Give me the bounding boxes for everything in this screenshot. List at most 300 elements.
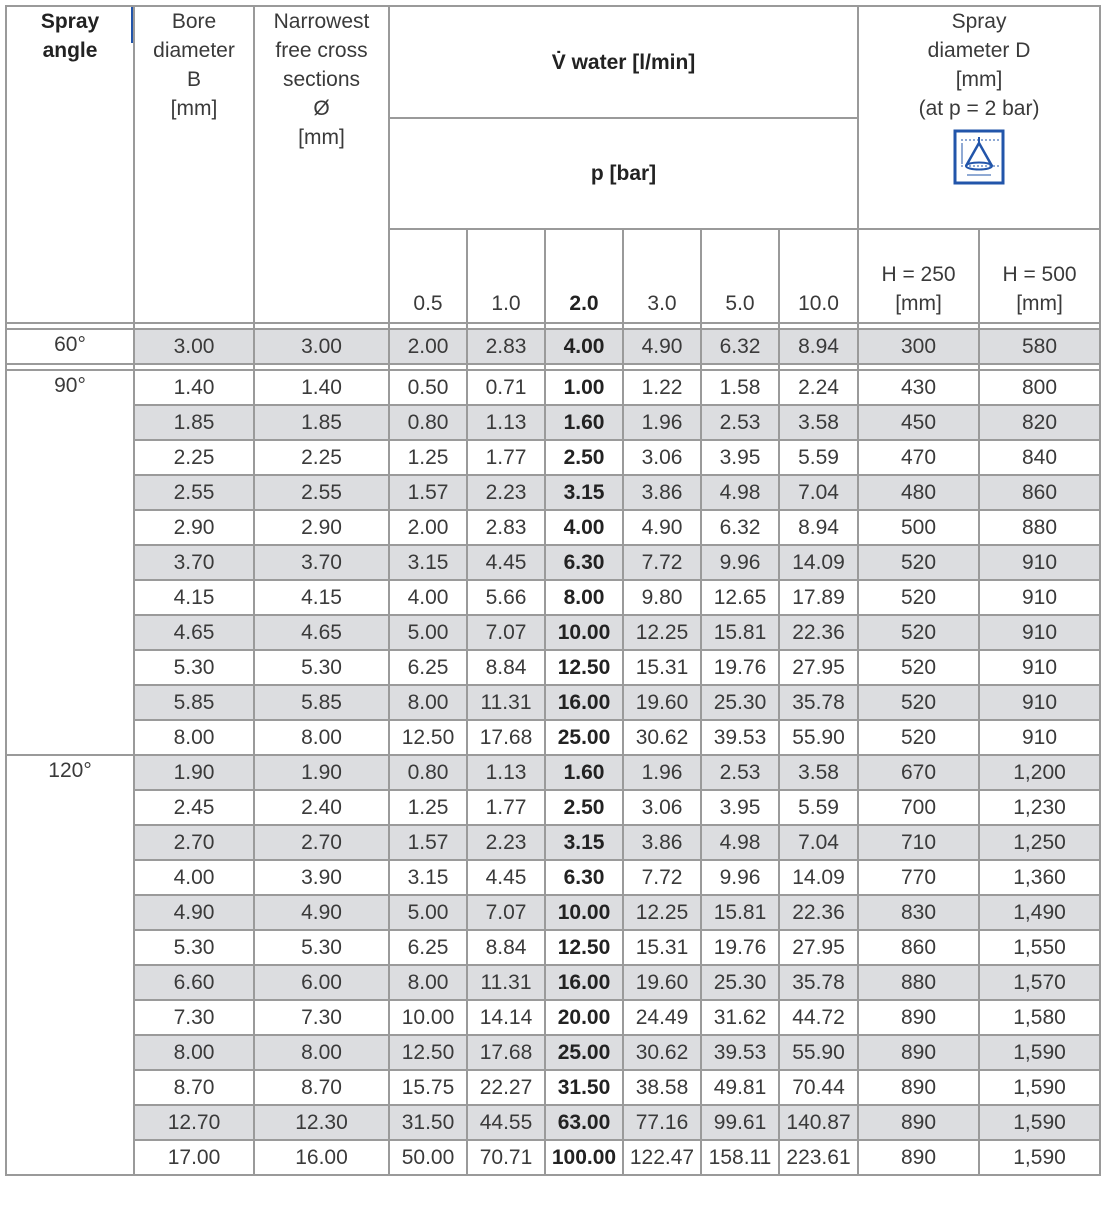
table-cell: 17.00 [134,1140,254,1175]
table-cell: 4.00 [545,510,623,545]
table-cell: 480 [858,475,979,510]
table-cell: 2.50 [545,790,623,825]
table-cell: 520 [858,545,979,580]
table-cell: 14.09 [779,545,858,580]
table-cell: 4.98 [701,825,779,860]
table-cell: 20.00 [545,1000,623,1035]
spray-cone-diagram-icon [953,129,1005,193]
table-cell: 70.44 [779,1070,858,1105]
table-cell: 10.00 [545,895,623,930]
header-line: Ø [313,97,330,120]
table-row [6,580,1100,615]
table-cell: 1,550 [979,930,1100,965]
table-cell: 55.90 [779,1035,858,1070]
pressure-2.0: 2.0 [545,229,623,323]
header-line: (at p = 2 bar) [918,97,1040,120]
header-spray-angle [6,6,134,323]
table-row [6,1105,1100,1140]
header-line: [mm] [298,126,345,149]
table-cell: 8.84 [467,650,545,685]
table-cell: 770 [858,860,979,895]
table-body [6,323,1100,1175]
header-spray-angle-line: Spray [40,10,100,33]
table-cell: 5.30 [254,930,389,965]
header-spray-angle-line: angle [42,39,98,62]
table-cell: 5.85 [134,685,254,720]
table-cell: 5.66 [467,580,545,615]
table-cell: 5.30 [134,650,254,685]
table-cell: 17.68 [467,1035,545,1070]
table-cell: 5.59 [779,790,858,825]
table-cell: 880 [979,510,1100,545]
header-spray-diameter [858,6,1100,229]
table-cell: 2.24 [779,370,858,405]
table-cell: 860 [858,930,979,965]
table-cell: 1,360 [979,860,1100,895]
table-cell: 12.25 [623,895,701,930]
table-cell: 1.25 [389,440,467,475]
table-cell: 5.00 [389,895,467,930]
table-cell: 39.53 [701,720,779,755]
header-h250 [858,229,979,323]
table-cell: 11.31 [467,685,545,720]
table-row [6,329,1100,364]
table-cell: 25.30 [701,965,779,1000]
table-cell: 2.55 [254,475,389,510]
table-cell: 4.65 [134,615,254,650]
table-cell: 3.06 [623,790,701,825]
table-cell: 30.62 [623,720,701,755]
table-row [6,615,1100,650]
table-cell: 1.13 [467,755,545,790]
table-cell: 1.96 [623,755,701,790]
table-row [6,405,1100,440]
table-row [6,825,1100,860]
table-cell: 6.32 [701,510,779,545]
table-cell: 500 [858,510,979,545]
table-cell: 16.00 [254,1140,389,1175]
table-cell: 7.72 [623,860,701,895]
table-cell: 6.60 [134,965,254,1000]
pressure-10.0: 10.0 [779,229,858,323]
table-cell: 31.62 [701,1000,779,1035]
table-cell: 7.04 [779,825,858,860]
table-cell: 3.15 [545,475,623,510]
table-cell: 1.22 [623,370,701,405]
table-cell: 12.50 [389,720,467,755]
table-cell: 15.31 [623,930,701,965]
table-cell: 19.76 [701,930,779,965]
table-cell: 7.04 [779,475,858,510]
table-cell: 2.70 [254,825,389,860]
table-cell: 3.86 [623,475,701,510]
pressure-3.0: 3.0 [623,229,701,323]
table-cell: 4.45 [467,860,545,895]
table-cell: 1,230 [979,790,1100,825]
table-cell: 2.00 [389,510,467,545]
table-row [6,545,1100,580]
table-cell: 8.00 [389,685,467,720]
table-cell: 1.90 [134,755,254,790]
table-row [6,755,1100,790]
table-cell: 2.25 [134,440,254,475]
table-cell: 1,250 [979,825,1100,860]
header-h500 [979,229,1100,323]
table-row [6,930,1100,965]
header-line: sections [282,68,361,91]
table-cell: 39.53 [701,1035,779,1070]
table-cell: 1,570 [979,965,1100,1000]
table-cell: 55.90 [779,720,858,755]
table-cell: 7.30 [254,1000,389,1035]
table-cell: 27.95 [779,650,858,685]
table-row [6,370,1100,405]
table-cell: 17.68 [467,720,545,755]
table-cell: 9.96 [701,545,779,580]
table-cell: 1,490 [979,895,1100,930]
table-cell: 4.00 [545,329,623,364]
table-cell: 12.50 [389,1035,467,1070]
table-cell: 860 [979,475,1100,510]
table-cell: 49.81 [701,1070,779,1105]
table-cell: 0.50 [389,370,467,405]
table-cell: 4.15 [254,580,389,615]
table-cell: 2.23 [467,825,545,860]
table-row [6,1000,1100,1035]
table-cell: 99.61 [701,1105,779,1140]
table-cell: 22.27 [467,1070,545,1105]
table-cell: 44.72 [779,1000,858,1035]
table-cell: 700 [858,790,979,825]
table-cell: 17.89 [779,580,858,615]
table-cell: 31.50 [545,1070,623,1105]
table-cell: 25.30 [701,685,779,720]
table-cell: 8.84 [467,930,545,965]
table-cell: 122.47 [623,1140,701,1175]
header-line: Spray [951,10,1007,33]
table-cell: 520 [858,580,979,615]
table-cell: 15.31 [623,650,701,685]
table-cell: 2.70 [134,825,254,860]
table-cell: 910 [979,720,1100,755]
table-cell: 70.71 [467,1140,545,1175]
table-cell: 890 [858,1070,979,1105]
header-line: [mm] [170,97,218,120]
table-cell: 4.45 [467,545,545,580]
table-cell: 77.16 [623,1105,701,1140]
table-cell: 10.00 [389,1000,467,1035]
pressure-0.5: 0.5 [389,229,467,323]
table-cell: 11.31 [467,965,545,1000]
table-cell: 35.78 [779,965,858,1000]
table-cell: 6.32 [701,329,779,364]
table-cell: 5.85 [254,685,389,720]
table-row [6,1140,1100,1175]
table-cell: 12.50 [545,930,623,965]
table-cell: 910 [979,685,1100,720]
table-cell: 16.00 [545,685,623,720]
table-cell: 8.00 [545,580,623,615]
table-cell: 1.57 [389,475,467,510]
table-cell: 19.76 [701,650,779,685]
table-cell: 5.30 [254,650,389,685]
spray-nozzle-table [5,5,1101,1176]
table-cell: 7.72 [623,545,701,580]
table-row [6,475,1100,510]
table-cell: 3.70 [254,545,389,580]
table-cell: 3.58 [779,405,858,440]
table-cell: 19.60 [623,965,701,1000]
table-cell: 9.80 [623,580,701,615]
table-cell: 0.80 [389,755,467,790]
table-cell: 2.90 [134,510,254,545]
spray-angle-cell: 120° [6,755,134,1175]
table-cell: 19.60 [623,685,701,720]
table-cell: 3.90 [254,860,389,895]
pressure-5.0: 5.0 [701,229,779,323]
table-cell: 4.90 [623,329,701,364]
table-cell: 6.00 [254,965,389,1000]
table-cell: 44.55 [467,1105,545,1140]
table-cell: 31.50 [389,1105,467,1140]
table-row [6,685,1100,720]
table-cell: 15.75 [389,1070,467,1105]
table-cell: 840 [979,440,1100,475]
table-cell: 450 [858,405,979,440]
table-cell: 10.00 [545,615,623,650]
table-cell: 1.77 [467,790,545,825]
table-cell: 1,590 [979,1035,1100,1070]
table-cell: 2.25 [254,440,389,475]
table-cell: 2.90 [254,510,389,545]
table-cell: 5.30 [134,930,254,965]
table-cell: 4.00 [389,580,467,615]
table-cell: 7.07 [467,615,545,650]
table-cell: 22.36 [779,615,858,650]
table-row [6,720,1100,755]
header-line: Bore [171,10,217,33]
table-cell: 100.00 [545,1140,623,1175]
table-cell: 890 [858,1000,979,1035]
table-cell: 4.65 [254,615,389,650]
table-cell: 3.86 [623,825,701,860]
table-cell: 3.58 [779,755,858,790]
table-cell: 1,580 [979,1000,1100,1035]
table-cell: 12.30 [254,1105,389,1140]
table-cell: 2.50 [545,440,623,475]
table-cell: 890 [858,1105,979,1140]
table-cell: 910 [979,580,1100,615]
table-cell: 520 [858,720,979,755]
table-cell: 0.71 [467,370,545,405]
table-cell: 1,200 [979,755,1100,790]
header-flow-water: V̇ water [l/min] [389,6,858,118]
table-cell: 4.00 [134,860,254,895]
table-cell: 7.30 [134,1000,254,1035]
table-cell: 9.96 [701,860,779,895]
table-row [6,965,1100,1000]
table-cell: 1,590 [979,1140,1100,1175]
table-cell: 670 [858,755,979,790]
table-cell: 4.15 [134,580,254,615]
table-cell: 12.65 [701,580,779,615]
table-cell: 15.81 [701,615,779,650]
table-cell: 24.49 [623,1000,701,1035]
table-cell: 8.94 [779,510,858,545]
table-cell: 2.45 [134,790,254,825]
table-cell: 27.95 [779,930,858,965]
spray-angle-cell: 90° [6,370,134,755]
header-line: diameter [153,39,235,62]
table-cell: 820 [979,405,1100,440]
table-cell: 890 [858,1140,979,1175]
table-cell: 1.60 [545,755,623,790]
table-cell: 1.13 [467,405,545,440]
table-cell: 3.00 [134,329,254,364]
table-cell: 15.81 [701,895,779,930]
table-cell: 520 [858,650,979,685]
header-line: [mm] [1016,292,1063,315]
table-cell: 830 [858,895,979,930]
table-cell: 3.15 [389,545,467,580]
table-cell: 8.94 [779,329,858,364]
table-cell: 223.61 [779,1140,858,1175]
table-cell: 1.90 [254,755,389,790]
table-cell: 3.15 [545,825,623,860]
header-line: free cross [275,39,368,62]
table-cell: 300 [858,329,979,364]
table-cell: 1.40 [134,370,254,405]
table-cell: 2.83 [467,510,545,545]
header-bore-diameter [134,6,254,323]
header-line: Narrowest [273,10,370,33]
table-cell: 63.00 [545,1105,623,1140]
header-line: H = 250 [881,263,956,286]
table-cell: 6.30 [545,545,623,580]
table-row [6,860,1100,895]
table-cell: 12.50 [545,650,623,685]
table-cell: 8.00 [134,1035,254,1070]
table-cell: 4.98 [701,475,779,510]
table-cell: 6.25 [389,650,467,685]
spray-angle-cell: 60° [6,329,134,364]
table-cell: 12.25 [623,615,701,650]
table-cell: 2.83 [467,329,545,364]
table-cell: 1.85 [134,405,254,440]
table-cell: 1.58 [701,370,779,405]
table-cell: 12.70 [134,1105,254,1140]
table-cell: 800 [979,370,1100,405]
table-cell: 3.95 [701,440,779,475]
table-cell: 14.09 [779,860,858,895]
table-cell: 2.40 [254,790,389,825]
table-row [6,790,1100,825]
table-cell: 520 [858,615,979,650]
table-cell: 4.90 [623,510,701,545]
table-cell: 710 [858,825,979,860]
table-row [6,1035,1100,1070]
table-cell: 14.14 [467,1000,545,1035]
table-cell: 3.06 [623,440,701,475]
table-row [6,1070,1100,1105]
table-cell: 5.00 [389,615,467,650]
header-line: B [186,68,201,91]
table-cell: 3.15 [389,860,467,895]
table-cell: 2.55 [134,475,254,510]
table-cell: 470 [858,440,979,475]
table-row [6,510,1100,545]
table-cell: 910 [979,545,1100,580]
table-cell: 8.00 [389,965,467,1000]
table-cell: 6.30 [545,860,623,895]
table-cell: 30.62 [623,1035,701,1070]
table-cell: 8.00 [134,720,254,755]
table-cell: 520 [858,685,979,720]
table-cell: 1.60 [545,405,623,440]
table-cell: 2.53 [701,755,779,790]
table-cell: 4.90 [134,895,254,930]
table-cell: 1.96 [623,405,701,440]
table-cell: 8.00 [254,1035,389,1070]
header-line: diameter D [927,39,1031,62]
table-cell: 158.11 [701,1140,779,1175]
table-cell: 1,590 [979,1105,1100,1140]
table-cell: 1,590 [979,1070,1100,1105]
table-cell: 38.58 [623,1070,701,1105]
table-cell: 910 [979,615,1100,650]
header-line: H = 500 [1002,263,1077,286]
table-cell: 8.00 [254,720,389,755]
table-cell: 50.00 [389,1140,467,1175]
table-row [6,895,1100,930]
table-cell: 2.53 [701,405,779,440]
table-cell: 22.36 [779,895,858,930]
table-cell: 4.90 [254,895,389,930]
table-cell: 5.59 [779,440,858,475]
table-cell: 1.57 [389,825,467,860]
header-narrowest-cross-section [254,6,389,323]
table-cell: 8.70 [134,1070,254,1105]
table-cell: 8.70 [254,1070,389,1105]
table-cell: 910 [979,650,1100,685]
table-row [6,650,1100,685]
table-cell: 1.40 [254,370,389,405]
pressure-1.0: 1.0 [467,229,545,323]
table-cell: 1.85 [254,405,389,440]
table-cell: 140.87 [779,1105,858,1140]
table-cell: 890 [858,1035,979,1070]
table-cell: 1.00 [545,370,623,405]
table-cell: 7.07 [467,895,545,930]
table-cell: 1.25 [389,790,467,825]
table-cell: 35.78 [779,685,858,720]
header-line: [mm] [955,68,1003,91]
table-cell: 25.00 [545,1035,623,1070]
header-pressure: p [bar] [389,118,858,229]
table-cell: 25.00 [545,720,623,755]
table-row [6,440,1100,475]
table-cell: 1.77 [467,440,545,475]
table-cell: 3.95 [701,790,779,825]
table-cell: 430 [858,370,979,405]
table-cell: 880 [858,965,979,1000]
table-cell: 3.70 [134,545,254,580]
table-cell: 2.23 [467,475,545,510]
table-cell: 580 [979,329,1100,364]
table-cell: 16.00 [545,965,623,1000]
table-cell: 6.25 [389,930,467,965]
table-cell: 0.80 [389,405,467,440]
